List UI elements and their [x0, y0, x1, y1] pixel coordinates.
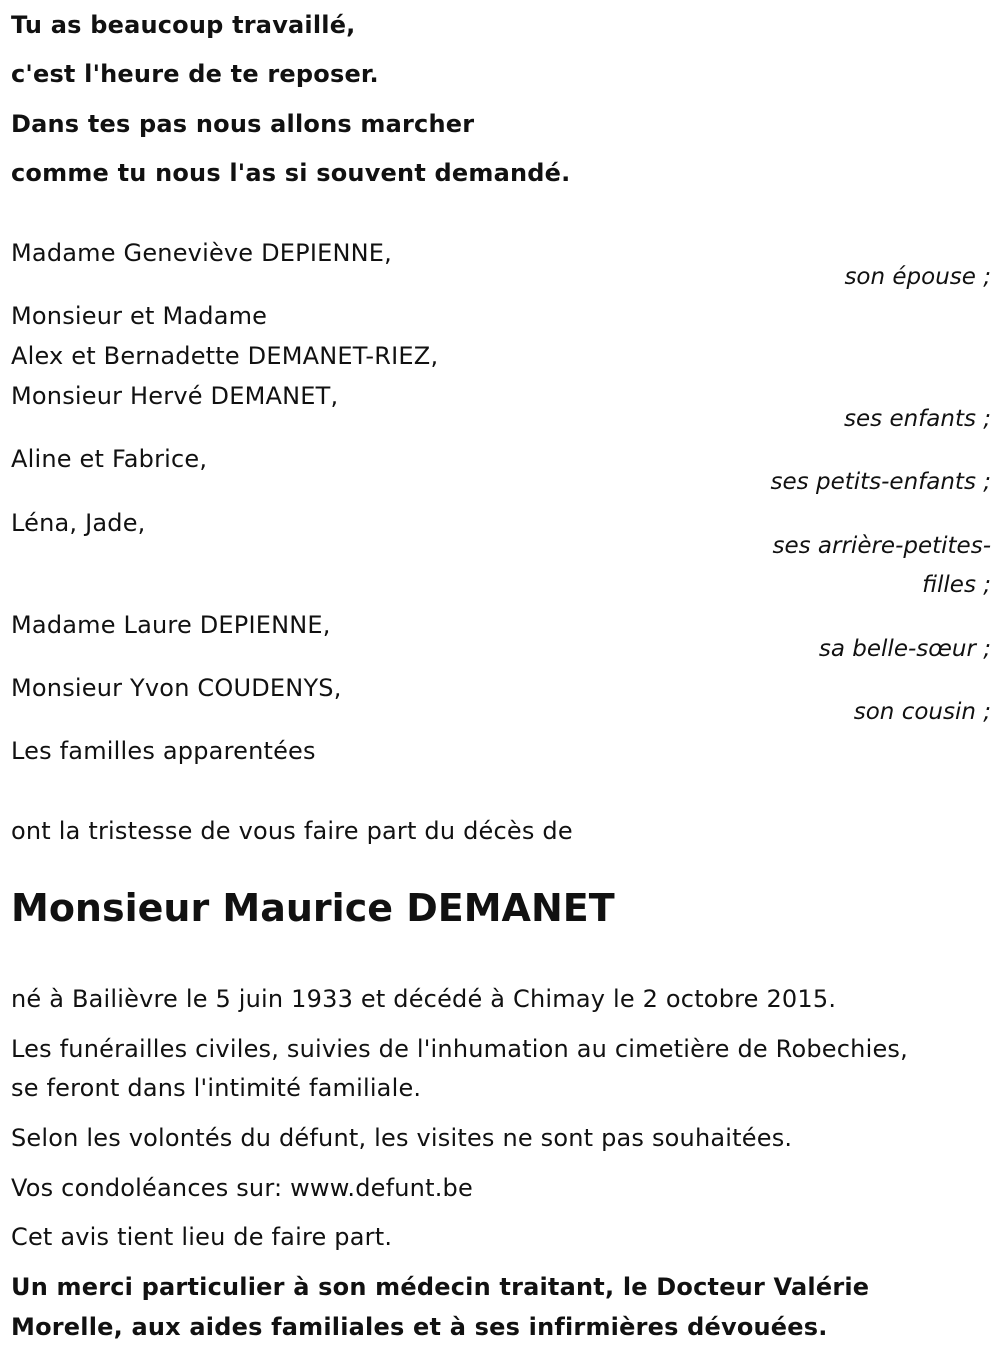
- children-relation: ses enfants ;: [844, 406, 991, 432]
- greatgrandchildren-relation-line-1: ses arrière-petites-: [772, 533, 991, 559]
- poem-line-4: comme tu nous l'as si souvent demandé.: [11, 159, 571, 187]
- greatgrandchildren-name: Léna, Jade,: [11, 509, 146, 537]
- birth-death-line: né à Bailièvre le 5 juin 1933 et décédé à Chimay le 2 octobre 2015.: [11, 985, 837, 1013]
- announcement-text: ont la tristesse de vous faire part du décès de: [11, 817, 573, 845]
- poem-line-1: Tu as beaucoup travaillé,: [11, 11, 356, 39]
- children-line-3: Monsieur Hervé DEMANET,: [11, 382, 339, 410]
- sisterinlaw-relation: sa belle-sœur ;: [818, 636, 991, 662]
- deceased-name: Monsieur Maurice DEMANET: [11, 886, 615, 930]
- poem-line-3: Dans tes pas nous allons marcher: [11, 110, 475, 138]
- grandchildren-relation: ses petits-enfants ;: [770, 469, 991, 495]
- notice-line: Cet avis tient lieu de faire part.: [11, 1223, 393, 1251]
- funeral-line-1: Les funérailles civiles, suivies de l'inhumation au cimetière de Robechies,: [11, 1035, 908, 1063]
- visits-line: Selon les volontés du défunt, les visites ne sont pas souhaitées.: [11, 1124, 793, 1152]
- sisterinlaw-name: Madame Laure DEPIENNE,: [11, 611, 331, 639]
- wife-name: Madame Geneviève DEPIENNE,: [11, 239, 392, 267]
- thanks-line-2: Morelle, aux aides familiales et à ses infirmières dévouées.: [11, 1313, 828, 1341]
- cousin-relation: son cousin ;: [853, 699, 991, 725]
- wife-relation: son épouse ;: [844, 264, 991, 290]
- poem-line-2: c'est l'heure de te reposer.: [11, 60, 379, 88]
- children-line-2: Alex et Bernadette DEMANET-RIEZ,: [11, 342, 439, 370]
- children-line-1: Monsieur et Madame: [11, 302, 268, 330]
- related-families: Les familles apparentées: [11, 737, 316, 765]
- cousin-name: Monsieur Yvon COUDENYS,: [11, 674, 342, 702]
- funeral-line-2: se feront dans l'intimité familiale.: [11, 1074, 422, 1102]
- grandchildren-name: Aline et Fabrice,: [11, 445, 208, 473]
- condolences-line: Vos condoléances sur: www.defunt.be: [11, 1174, 473, 1202]
- greatgrandchildren-relation-line-2: filles ;: [922, 572, 991, 598]
- thanks-line-1: Un merci particulier à son médecin traitant, le Docteur Valérie: [11, 1273, 870, 1301]
